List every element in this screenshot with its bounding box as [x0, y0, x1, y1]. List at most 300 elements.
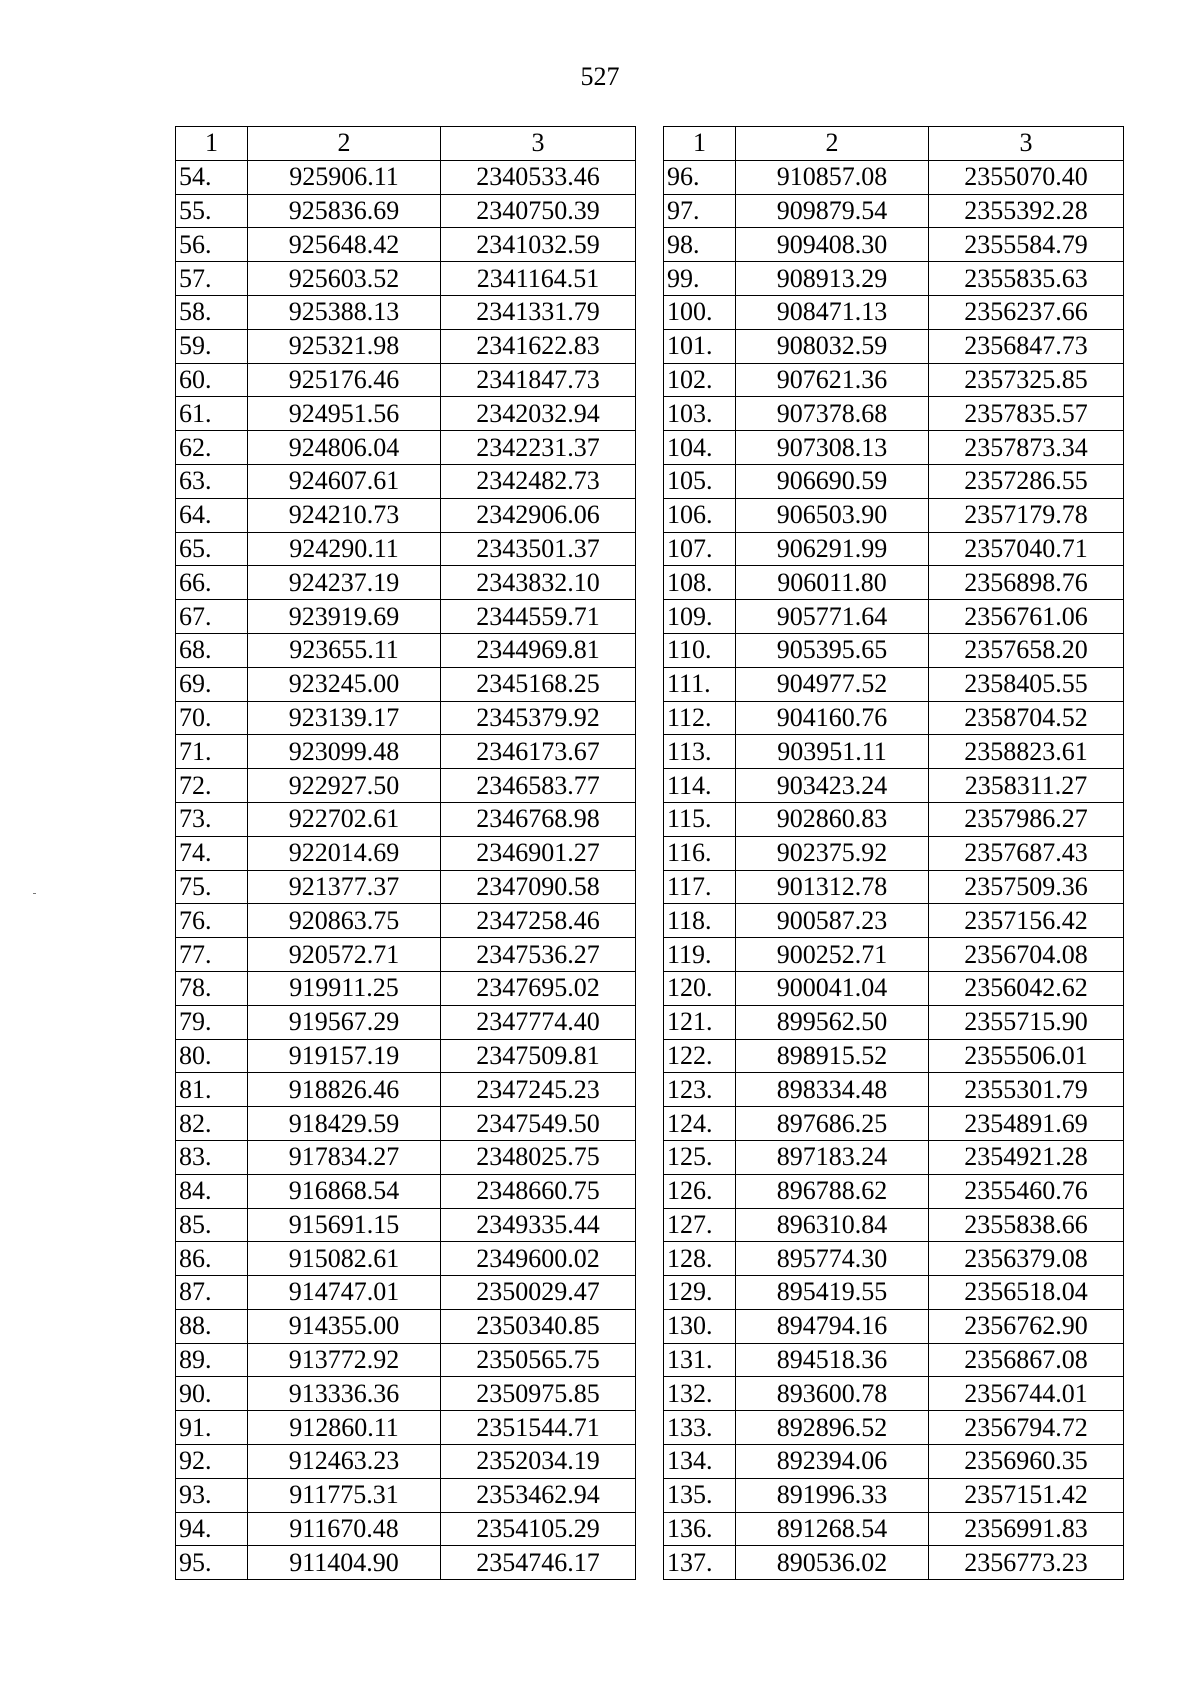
coordinate-x: 914355.00 [248, 1309, 441, 1343]
point-number: 54. [176, 160, 248, 194]
coordinate-x: 903951.11 [736, 735, 929, 769]
point-number: 130. [664, 1309, 736, 1343]
table-row [664, 1005, 1124, 1039]
point-number: 94. [176, 1512, 248, 1546]
point-number: 129. [664, 1276, 736, 1310]
table-row [664, 1107, 1124, 1141]
coordinate-y: 2357873.34 [929, 431, 1124, 465]
table-row [176, 1309, 636, 1343]
table-row [176, 633, 636, 667]
coordinate-x: 891268.54 [736, 1512, 929, 1546]
coordinate-x: 897183.24 [736, 1140, 929, 1174]
point-number: 59. [176, 329, 248, 363]
point-number: 136. [664, 1512, 736, 1546]
table-row [664, 532, 1124, 566]
table-row [664, 769, 1124, 803]
coordinate-y: 2355584.79 [929, 228, 1124, 262]
coordinate-x: 915691.15 [248, 1208, 441, 1242]
point-number: 79. [176, 1005, 248, 1039]
table-row [176, 262, 636, 296]
coordinate-x: 895419.55 [736, 1276, 929, 1310]
coordinate-x: 900252.71 [736, 938, 929, 972]
coordinate-y: 2347258.46 [441, 904, 636, 938]
table-row [176, 1107, 636, 1141]
coordinate-y: 2341622.83 [441, 329, 636, 363]
coordinate-x: 904160.76 [736, 701, 929, 735]
coordinate-x: 904977.52 [736, 667, 929, 701]
coordinate-y: 2356867.08 [929, 1343, 1124, 1377]
coordinate-x: 909879.54 [736, 194, 929, 228]
coordinate-y: 2344969.81 [441, 633, 636, 667]
point-number: 57. [176, 262, 248, 296]
table-row [176, 1039, 636, 1073]
coordinate-y: 2355835.63 [929, 262, 1124, 296]
table-row [176, 1140, 636, 1174]
coordinate-y: 2347695.02 [441, 971, 636, 1005]
table-row [664, 464, 1124, 498]
coordinate-x: 890536.02 [736, 1546, 929, 1580]
point-number: 109. [664, 600, 736, 634]
coordinate-y: 2350340.85 [441, 1309, 636, 1343]
point-number: 65. [176, 532, 248, 566]
coordinate-x: 918826.46 [248, 1073, 441, 1107]
coordinate-y: 2349335.44 [441, 1208, 636, 1242]
coordinate-x: 919911.25 [248, 971, 441, 1005]
point-number: 102. [664, 363, 736, 397]
point-number: 71. [176, 735, 248, 769]
coordinate-x: 897686.25 [736, 1107, 929, 1141]
table-row [176, 904, 636, 938]
point-number: 124. [664, 1107, 736, 1141]
table-row [664, 1478, 1124, 1512]
coordinate-x: 900041.04 [736, 971, 929, 1005]
coordinate-x: 906690.59 [736, 464, 929, 498]
coordinate-y: 2357151.42 [929, 1478, 1124, 1512]
point-number: 135. [664, 1478, 736, 1512]
coordinate-y: 2352034.19 [441, 1445, 636, 1479]
table-row [176, 363, 636, 397]
point-number: 62. [176, 431, 248, 465]
coordinates-table-left [175, 126, 636, 1580]
table-row [664, 1377, 1124, 1411]
table-row [176, 464, 636, 498]
coordinate-y: 2356042.62 [929, 971, 1124, 1005]
coordinate-y: 2342032.94 [441, 397, 636, 431]
point-number: 69. [176, 667, 248, 701]
coordinate-y: 2355392.28 [929, 194, 1124, 228]
table-row [176, 228, 636, 262]
coordinate-y: 2357509.36 [929, 870, 1124, 904]
header-row [176, 127, 636, 161]
coordinate-y: 2356898.76 [929, 566, 1124, 600]
point-number: 80. [176, 1039, 248, 1073]
coordinate-x: 924210.73 [248, 498, 441, 532]
coordinate-x: 923245.00 [248, 667, 441, 701]
table-row [176, 802, 636, 836]
table-row [176, 566, 636, 600]
coordinate-y: 2340533.46 [441, 160, 636, 194]
table-row [176, 397, 636, 431]
point-number: 83. [176, 1140, 248, 1174]
coordinate-x: 915082.61 [248, 1242, 441, 1276]
coordinate-x: 898915.52 [736, 1039, 929, 1073]
table-row [176, 769, 636, 803]
table-row [664, 1546, 1124, 1580]
coordinate-y: 2358311.27 [929, 769, 1124, 803]
point-number: 125. [664, 1140, 736, 1174]
table-row [664, 1411, 1124, 1445]
point-number: 113. [664, 735, 736, 769]
point-number: 116. [664, 836, 736, 870]
table-row [664, 701, 1124, 735]
column-header-3: 3 [441, 127, 636, 161]
coordinate-y: 2345168.25 [441, 667, 636, 701]
point-number: 67. [176, 600, 248, 634]
coordinate-x: 924951.56 [248, 397, 441, 431]
coordinate-y: 2341164.51 [441, 262, 636, 296]
coordinate-x: 925836.69 [248, 194, 441, 228]
coordinate-x: 913336.36 [248, 1377, 441, 1411]
coordinate-y: 2341032.59 [441, 228, 636, 262]
coordinate-y: 2356704.08 [929, 938, 1124, 972]
coordinate-x: 898334.48 [736, 1073, 929, 1107]
coordinate-x: 919157.19 [248, 1039, 441, 1073]
coordinates-table-right [663, 126, 1124, 1580]
coordinate-x: 912860.11 [248, 1411, 441, 1445]
table-row [176, 329, 636, 363]
point-number: 112. [664, 701, 736, 735]
coordinate-x: 921377.37 [248, 870, 441, 904]
coordinate-y: 2357040.71 [929, 532, 1124, 566]
point-number: 75. [176, 870, 248, 904]
point-number: 121. [664, 1005, 736, 1039]
coordinate-x: 914747.01 [248, 1276, 441, 1310]
point-number: 118. [664, 904, 736, 938]
point-number: 92. [176, 1445, 248, 1479]
table-row [664, 1512, 1124, 1546]
table-row [176, 971, 636, 1005]
table-row [176, 1242, 636, 1276]
coordinate-x: 910857.08 [736, 160, 929, 194]
point-number: 63. [176, 464, 248, 498]
point-number: 105. [664, 464, 736, 498]
coordinate-y: 2357835.57 [929, 397, 1124, 431]
column-header-1: 1 [176, 127, 248, 161]
coordinate-x: 893600.78 [736, 1377, 929, 1411]
table-row [664, 329, 1124, 363]
table-row [176, 1512, 636, 1546]
table-row [664, 1445, 1124, 1479]
coordinate-y: 2358704.52 [929, 701, 1124, 735]
table-row [664, 600, 1124, 634]
coordinate-y: 2356991.83 [929, 1512, 1124, 1546]
coordinate-x: 909408.30 [736, 228, 929, 262]
coordinate-x: 902375.92 [736, 836, 929, 870]
point-number: 128. [664, 1242, 736, 1276]
coordinate-y: 2356518.04 [929, 1276, 1124, 1310]
point-number: 115. [664, 802, 736, 836]
coordinate-x: 907378.68 [736, 397, 929, 431]
coordinate-y: 2357286.55 [929, 464, 1124, 498]
coordinate-y: 2351544.71 [441, 1411, 636, 1445]
coordinate-x: 911775.31 [248, 1478, 441, 1512]
coordinate-y: 2348660.75 [441, 1174, 636, 1208]
coordinate-x: 905771.64 [736, 600, 929, 634]
table-row [664, 566, 1124, 600]
coordinate-y: 2356773.23 [929, 1546, 1124, 1580]
table-row [176, 532, 636, 566]
coordinate-y: 2356761.06 [929, 600, 1124, 634]
coordinate-y: 2355460.76 [929, 1174, 1124, 1208]
coordinate-x: 923655.11 [248, 633, 441, 667]
table-row [664, 160, 1124, 194]
point-number: 99. [664, 262, 736, 296]
coordinate-x: 918429.59 [248, 1107, 441, 1141]
coordinate-x: 913772.92 [248, 1343, 441, 1377]
point-number: 56. [176, 228, 248, 262]
point-number: 93. [176, 1478, 248, 1512]
coordinate-y: 2355715.90 [929, 1005, 1124, 1039]
coordinate-y: 2356762.90 [929, 1309, 1124, 1343]
point-number: 58. [176, 295, 248, 329]
point-number: 86. [176, 1242, 248, 1276]
point-number: 88. [176, 1309, 248, 1343]
coordinate-x: 892896.52 [736, 1411, 929, 1445]
point-number: 98. [664, 228, 736, 262]
table-row [176, 735, 636, 769]
table-row [664, 1174, 1124, 1208]
coordinate-y: 2356960.35 [929, 1445, 1124, 1479]
point-number: 85. [176, 1208, 248, 1242]
coordinate-x: 922014.69 [248, 836, 441, 870]
point-number: 103. [664, 397, 736, 431]
point-number: 78. [176, 971, 248, 1005]
table-row [664, 363, 1124, 397]
coordinate-y: 2357986.27 [929, 802, 1124, 836]
coordinate-y: 2347536.27 [441, 938, 636, 972]
coordinate-y: 2356794.72 [929, 1411, 1124, 1445]
coordinate-x: 911404.90 [248, 1546, 441, 1580]
column-header-2: 2 [248, 127, 441, 161]
point-number: 137. [664, 1546, 736, 1580]
coordinate-y: 2349600.02 [441, 1242, 636, 1276]
coordinate-x: 907621.36 [736, 363, 929, 397]
coordinate-x: 896788.62 [736, 1174, 929, 1208]
table-row [664, 802, 1124, 836]
point-number: 100. [664, 295, 736, 329]
coordinate-y: 2355070.40 [929, 160, 1124, 194]
column-header-3: 3 [929, 127, 1124, 161]
coordinate-x: 925906.11 [248, 160, 441, 194]
table-row [176, 1478, 636, 1512]
table-row [176, 1174, 636, 1208]
table-row [176, 295, 636, 329]
coordinate-x: 894518.36 [736, 1343, 929, 1377]
point-number: 119. [664, 938, 736, 972]
coordinate-y: 2354105.29 [441, 1512, 636, 1546]
point-number: 81. [176, 1073, 248, 1107]
table-row [664, 194, 1124, 228]
coordinate-x: 925648.42 [248, 228, 441, 262]
table-row [664, 1343, 1124, 1377]
coordinate-y: 2350029.47 [441, 1276, 636, 1310]
coordinate-y: 2344559.71 [441, 600, 636, 634]
point-number: 123. [664, 1073, 736, 1107]
point-number: 107. [664, 532, 736, 566]
table-row [664, 633, 1124, 667]
coordinate-y: 2340750.39 [441, 194, 636, 228]
point-number: 126. [664, 1174, 736, 1208]
table-row [664, 295, 1124, 329]
coordinate-x: 922927.50 [248, 769, 441, 803]
point-number: 120. [664, 971, 736, 1005]
table-row [176, 1411, 636, 1445]
table-row [664, 498, 1124, 532]
coordinate-x: 911670.48 [248, 1512, 441, 1546]
point-number: 61. [176, 397, 248, 431]
coordinate-y: 2355506.01 [929, 1039, 1124, 1073]
table-row [664, 904, 1124, 938]
coordinate-y: 2341847.73 [441, 363, 636, 397]
coordinate-y: 2342482.73 [441, 464, 636, 498]
point-number: 131. [664, 1343, 736, 1377]
coordinate-y: 2357325.85 [929, 363, 1124, 397]
table-row [664, 1039, 1124, 1073]
coordinate-x: 916868.54 [248, 1174, 441, 1208]
table-row [664, 397, 1124, 431]
table-row [664, 667, 1124, 701]
coordinate-y: 2345379.92 [441, 701, 636, 735]
point-number: 68. [176, 633, 248, 667]
coordinate-x: 901312.78 [736, 870, 929, 904]
coordinate-y: 2347509.81 [441, 1039, 636, 1073]
scan-speck [33, 893, 36, 894]
table-row [664, 938, 1124, 972]
point-number: 108. [664, 566, 736, 600]
coordinate-x: 908471.13 [736, 295, 929, 329]
coordinate-x: 920572.71 [248, 938, 441, 972]
coordinate-y: 2350975.85 [441, 1377, 636, 1411]
table-row [664, 971, 1124, 1005]
coordinate-y: 2341331.79 [441, 295, 636, 329]
coordinate-x: 924607.61 [248, 464, 441, 498]
table-row [176, 194, 636, 228]
coordinate-x: 924806.04 [248, 431, 441, 465]
point-number: 73. [176, 802, 248, 836]
point-number: 90. [176, 1377, 248, 1411]
coordinate-y: 2343832.10 [441, 566, 636, 600]
coordinate-x: 899562.50 [736, 1005, 929, 1039]
point-number: 127. [664, 1208, 736, 1242]
table-row [664, 431, 1124, 465]
coordinate-x: 925603.52 [248, 262, 441, 296]
coordinate-y: 2342906.06 [441, 498, 636, 532]
coordinate-y: 2357156.42 [929, 904, 1124, 938]
coordinate-y: 2356847.73 [929, 329, 1124, 363]
point-number: 95. [176, 1546, 248, 1580]
table-row [176, 701, 636, 735]
table-row [176, 1276, 636, 1310]
point-number: 106. [664, 498, 736, 532]
page-number: 527 [580, 62, 620, 91]
coordinate-y: 2355301.79 [929, 1073, 1124, 1107]
coordinate-x: 925176.46 [248, 363, 441, 397]
coordinate-y: 2354891.69 [929, 1107, 1124, 1141]
table-row [176, 1546, 636, 1580]
point-number: 74. [176, 836, 248, 870]
point-number: 104. [664, 431, 736, 465]
coordinate-x: 902860.83 [736, 802, 929, 836]
table-row [176, 870, 636, 904]
table-row [176, 1445, 636, 1479]
point-number: 55. [176, 194, 248, 228]
point-number: 66. [176, 566, 248, 600]
coordinate-x: 906291.99 [736, 532, 929, 566]
table-row [664, 870, 1124, 904]
column-header-1: 1 [664, 127, 736, 161]
coordinate-x: 905395.65 [736, 633, 929, 667]
coordinate-x: 917834.27 [248, 1140, 441, 1174]
table-row [176, 1343, 636, 1377]
coordinate-x: 924290.11 [248, 532, 441, 566]
table-row [664, 262, 1124, 296]
coordinate-y: 2348025.75 [441, 1140, 636, 1174]
coordinate-x: 900587.23 [736, 904, 929, 938]
point-number: 82. [176, 1107, 248, 1141]
table-row [176, 1005, 636, 1039]
point-number: 96. [664, 160, 736, 194]
coordinate-x: 923099.48 [248, 735, 441, 769]
table-row [176, 836, 636, 870]
coordinate-x: 908032.59 [736, 329, 929, 363]
point-number: 60. [176, 363, 248, 397]
coordinate-y: 2354746.17 [441, 1546, 636, 1580]
table-row [664, 1073, 1124, 1107]
coordinate-x: 919567.29 [248, 1005, 441, 1039]
table-row [664, 1208, 1124, 1242]
point-number: 89. [176, 1343, 248, 1377]
point-number: 84. [176, 1174, 248, 1208]
point-number: 97. [664, 194, 736, 228]
point-number: 114. [664, 769, 736, 803]
coordinate-y: 2357658.20 [929, 633, 1124, 667]
coordinate-y: 2356237.66 [929, 295, 1124, 329]
coordinate-y: 2355838.66 [929, 1208, 1124, 1242]
coordinate-x: 907308.13 [736, 431, 929, 465]
table-row [176, 1377, 636, 1411]
table-row [176, 498, 636, 532]
coordinate-x: 891996.33 [736, 1478, 929, 1512]
coordinate-x: 923919.69 [248, 600, 441, 634]
coordinate-x: 924237.19 [248, 566, 441, 600]
coordinate-y: 2357687.43 [929, 836, 1124, 870]
coordinate-y: 2358405.55 [929, 667, 1124, 701]
coordinate-y: 2342231.37 [441, 431, 636, 465]
coordinate-y: 2347549.50 [441, 1107, 636, 1141]
coordinate-x: 906011.80 [736, 566, 929, 600]
coordinate-y: 2358823.61 [929, 735, 1124, 769]
table-row [176, 1073, 636, 1107]
table-row [176, 938, 636, 972]
table-row [664, 735, 1124, 769]
point-number: 70. [176, 701, 248, 735]
coordinate-x: 912463.23 [248, 1445, 441, 1479]
table-row [176, 160, 636, 194]
coordinate-y: 2346768.98 [441, 802, 636, 836]
point-number: 91. [176, 1411, 248, 1445]
point-number: 77. [176, 938, 248, 972]
table-row [176, 600, 636, 634]
